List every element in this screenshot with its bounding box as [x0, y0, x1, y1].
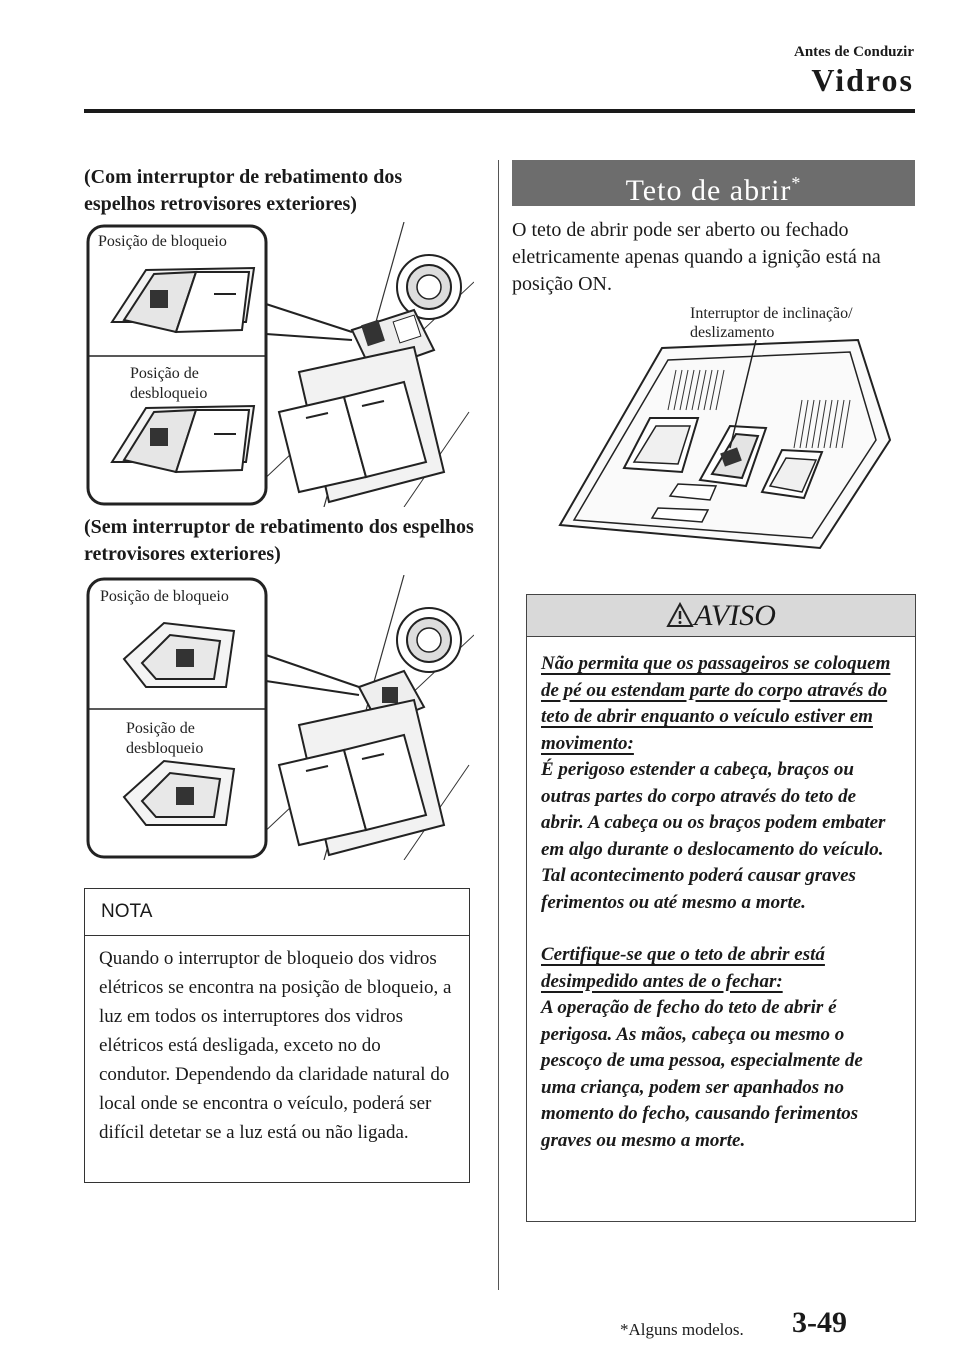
fig2-caption: (Sem interruptor de rebatimento dos espelhos retrovisores exteriores) [84, 516, 474, 565]
page-number: 3-49 [792, 1306, 847, 1339]
warning-title: AVISO [694, 599, 776, 632]
column-divider [498, 160, 499, 1290]
header-rule [84, 109, 915, 113]
warning-box [526, 594, 916, 1222]
fig2-label-lock: Posição de bloqueio [100, 588, 229, 605]
sunroof-switch-label-2: deslizamento [690, 324, 775, 341]
fig1-caption: (Com interruptor de rebatimento dos espelhos retrovisores exteriores) [84, 166, 403, 215]
section-banner [512, 160, 915, 206]
fig2-label-unlock-1: Posição de [126, 720, 195, 737]
fig1-label-unlock-2: desbloqueio [130, 385, 208, 402]
fig1-illustration [84, 222, 474, 507]
note-title: NOTA [85, 889, 469, 936]
warning-2-text: A operação de fecho do teto de abrir é perigosa. As mãos, cabeça ou mesmo o pescoço de uma pessoa, especialmente de uma criança, podem ser apanhados no momento do fecho, causando ferimentos graves ou mesmo a morte. [541, 997, 863, 1151]
warning-triangle-icon [666, 602, 694, 628]
sunroof-illustration [540, 300, 920, 570]
fig2-illustration [84, 575, 474, 860]
sunroof-switch-label-1: Interruptor de inclinação/ [690, 305, 853, 322]
optional-marker: * [791, 173, 802, 193]
note-text: Quando o interruptor de bloqueio dos vidros elétricos se encontra na posição de bloqueio, a luz em todos os interruptores dos vidros elétricos está desligada, exceto no do condutor. Dependendo da claridade natural do local onde se encontra o veículo, poderá ser difícil detetar se a luz está ou não ligada. [99, 948, 452, 1143]
footnote: *Alguns modelos. [620, 1320, 744, 1339]
warning-1-heading: Não permita que os passageiros se coloquem de pé ou estendam parte do corpo através do teto de abrir enquanto o veículo estiver em movimento: [541, 653, 891, 754]
fig2-label-unlock-2: desbloqueio [126, 740, 204, 757]
fig1-label-unlock-1: Posição de [130, 365, 199, 382]
sunroof-intro: O teto de abrir pode ser aberto ou fechado eletricamente apenas quando a ignição está na posição ON. [512, 219, 881, 295]
warning-2-heading: Certifique-se que o teto de abrir está desimpedido antes de o fechar: [541, 944, 825, 992]
section-header: Antes de Conduzir [793, 44, 914, 60]
page-title: Vidros [811, 62, 914, 98]
note-box [84, 888, 470, 1183]
fig1-label-lock: Posição de bloqueio [98, 233, 227, 250]
warning-header [527, 595, 915, 637]
warning-1-text: É perigoso estender a cabeça, braços ou outras partes do corpo através do teto de abrir. A cabeça ou os braços podem embater em algo durante o deslocamento do veículo. Tal acontecimento poderá causar graves ferimentos ou até mesmo a morte. [541, 759, 886, 913]
section-banner-title: Teto de abrir [625, 174, 792, 207]
